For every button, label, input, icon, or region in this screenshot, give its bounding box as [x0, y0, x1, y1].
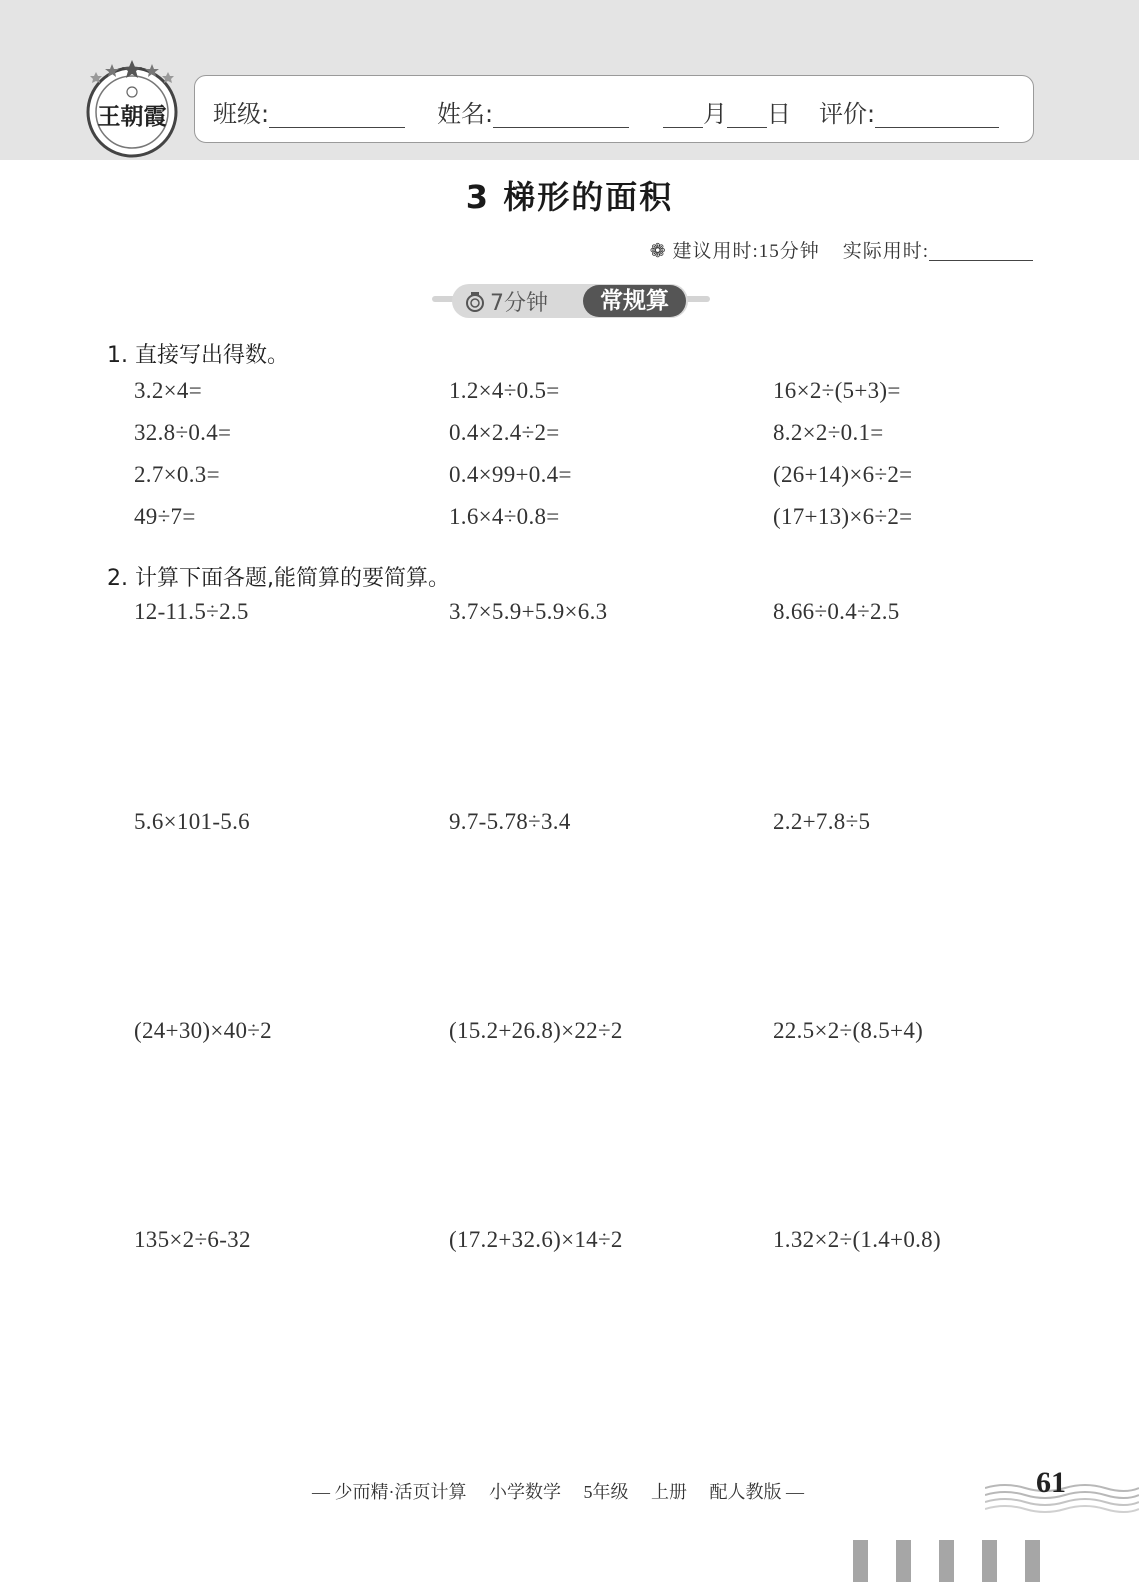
footer-grade: 5年级	[583, 1482, 629, 1502]
q1-expr: 1.2×4÷0.5=	[449, 378, 560, 403]
q2-expr: 5.6×101-5.6	[134, 809, 250, 834]
suggested-time: 建议用时:15分钟	[672, 241, 820, 262]
q2-expr: 8.66÷0.4÷2.5	[773, 599, 900, 624]
footer-subject: 小学数学	[489, 1482, 561, 1502]
page-number: 61	[1036, 1466, 1066, 1499]
class-label: 班级:	[213, 100, 270, 128]
month-input-line[interactable]	[663, 103, 703, 128]
q2-expr: 9.7-5.78÷3.4	[449, 809, 571, 834]
q1-expr: 1.6×4÷0.8=	[449, 504, 560, 529]
q1-expr: 8.2×2÷0.1=	[773, 420, 884, 445]
q2-expr: 2.2+7.8÷5	[773, 809, 871, 834]
section-time-text: 7分钟	[490, 291, 548, 316]
q2-expr: 135×2÷6-32	[134, 1227, 251, 1252]
edge-tab-mark	[1025, 1540, 1040, 1582]
clock-icon: ❁	[649, 241, 667, 262]
edge-tab-mark	[982, 1540, 997, 1582]
edge-tab-mark	[896, 1540, 911, 1582]
edge-tab-mark	[853, 1540, 868, 1582]
question-2-heading: 2. 计算下面各题,能简算的要简算。	[107, 566, 450, 591]
student-info-box	[194, 75, 1034, 143]
q1-expr: 16×2÷(5+3)=	[773, 378, 901, 403]
medal-icon	[464, 291, 490, 316]
class-input-line[interactable]	[269, 103, 405, 128]
q1-expr: 32.8÷0.4=	[134, 420, 232, 445]
q2-expr: (15.2+26.8)×22÷2	[449, 1018, 623, 1043]
q2-expr: 1.32×2÷(1.4+0.8)	[773, 1227, 941, 1252]
page-title: 3 梯形的面积	[465, 178, 674, 216]
q2-expr: (17.2+32.6)×14÷2	[449, 1227, 623, 1252]
class-field	[213, 94, 405, 129]
q1-expr: 0.4×2.4÷2=	[449, 420, 560, 445]
logo-text: 王朝霞	[97, 103, 167, 130]
q1-expr: (17+13)×6÷2=	[773, 504, 913, 529]
section-time	[464, 286, 548, 317]
q2-expr: (24+30)×40÷2	[134, 1018, 272, 1043]
actual-time-input-line[interactable]	[929, 242, 1033, 261]
edge-tab-mark	[939, 1540, 954, 1582]
q1-expr: 0.4×99+0.4=	[449, 462, 572, 487]
actual-time-label: 实际用时:	[842, 241, 929, 262]
publisher-logo	[84, 58, 180, 158]
name-label: 姓名:	[437, 100, 494, 128]
day-label: 日	[767, 100, 791, 128]
month-label: 月	[703, 100, 727, 128]
page-footer	[312, 1478, 822, 1504]
name-input-line[interactable]	[493, 103, 629, 128]
footer-series: — 少而精·活页计算	[312, 1482, 467, 1502]
q2-expr: 12-11.5÷2.5	[134, 599, 249, 624]
eval-field	[819, 94, 999, 129]
q1-expr: 49÷7=	[134, 504, 196, 529]
q1-expr: 3.2×4=	[134, 378, 202, 403]
q1-expr: (26+14)×6÷2=	[773, 462, 913, 487]
footer-edition: 配人教版 —	[709, 1482, 804, 1502]
eval-label: 评价:	[819, 100, 876, 128]
q1-expr: 2.7×0.3=	[134, 462, 220, 487]
q2-expr: 3.7×5.9+5.9×6.3	[449, 599, 608, 624]
day-input-line[interactable]	[727, 103, 767, 128]
name-field	[437, 94, 629, 129]
eval-input-line[interactable]	[875, 103, 999, 128]
section-tag: 常规算	[583, 285, 686, 317]
q2-expr: 22.5×2÷(8.5+4)	[773, 1018, 924, 1043]
timing-info	[650, 236, 1033, 263]
date-field	[663, 94, 791, 129]
footer-volume: 上册	[651, 1482, 687, 1502]
question-1-heading: 1. 直接写出得数。	[107, 343, 289, 368]
